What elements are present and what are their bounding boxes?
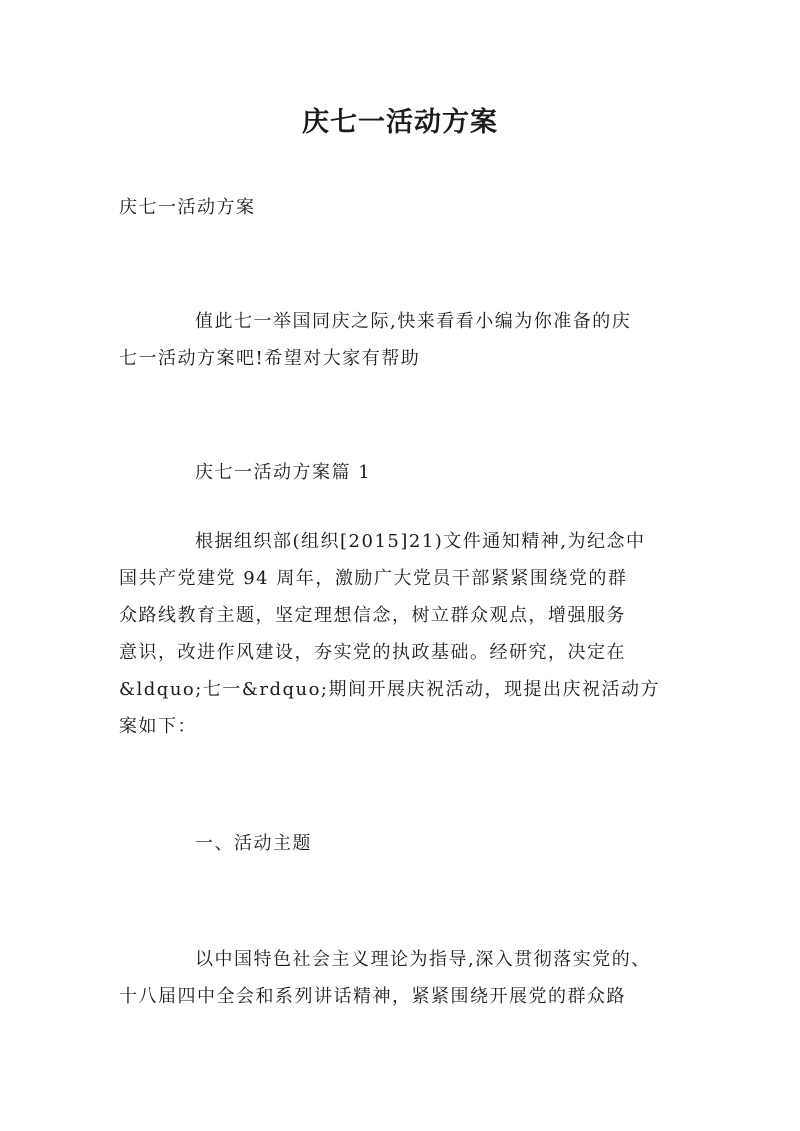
main-line: 众路线教育主题，坚定理想信念，树立群众观点，增强服务	[119, 605, 626, 626]
document-title: 庆七一活动方案	[302, 107, 498, 138]
intro-line: 值此七一举国同庆之际,快来看看小编为你准备的庆	[195, 311, 632, 332]
main-line: 根据组织部(组织[2015]21)文件通知精神,为纪念中	[195, 531, 646, 552]
theme-paragraph	[119, 941, 691, 1015]
main-line: &ldquo;七一&rdquo;期间开展庆祝活动，现提出庆祝活动方	[119, 679, 660, 700]
main-line: 意识，改进作风建设，夯实党的执政基础。经研究，决定在	[119, 642, 626, 663]
intro-line: 七一活动方案吧!希望对大家有帮助	[119, 348, 421, 369]
theme-heading: 一、活动主题	[195, 833, 312, 854]
document-subtitle: 庆七一活动方案	[119, 197, 256, 218]
section-heading: 庆七一活动方案篇 1	[195, 462, 372, 483]
intro-paragraph	[119, 303, 691, 377]
theme-line: 十八届四中全会和系列讲话精神，紧紧围绕开展党的群众路	[119, 986, 626, 1007]
main-paragraph	[119, 523, 691, 745]
main-line: 案如下：	[119, 716, 197, 737]
theme-line: 以中国特色社会主义理论为指导,深入贯彻落实党的、	[195, 949, 651, 970]
main-line: 国共产党建党 94 周年，激励广大党员干部紧紧围绕党的群	[119, 568, 628, 589]
